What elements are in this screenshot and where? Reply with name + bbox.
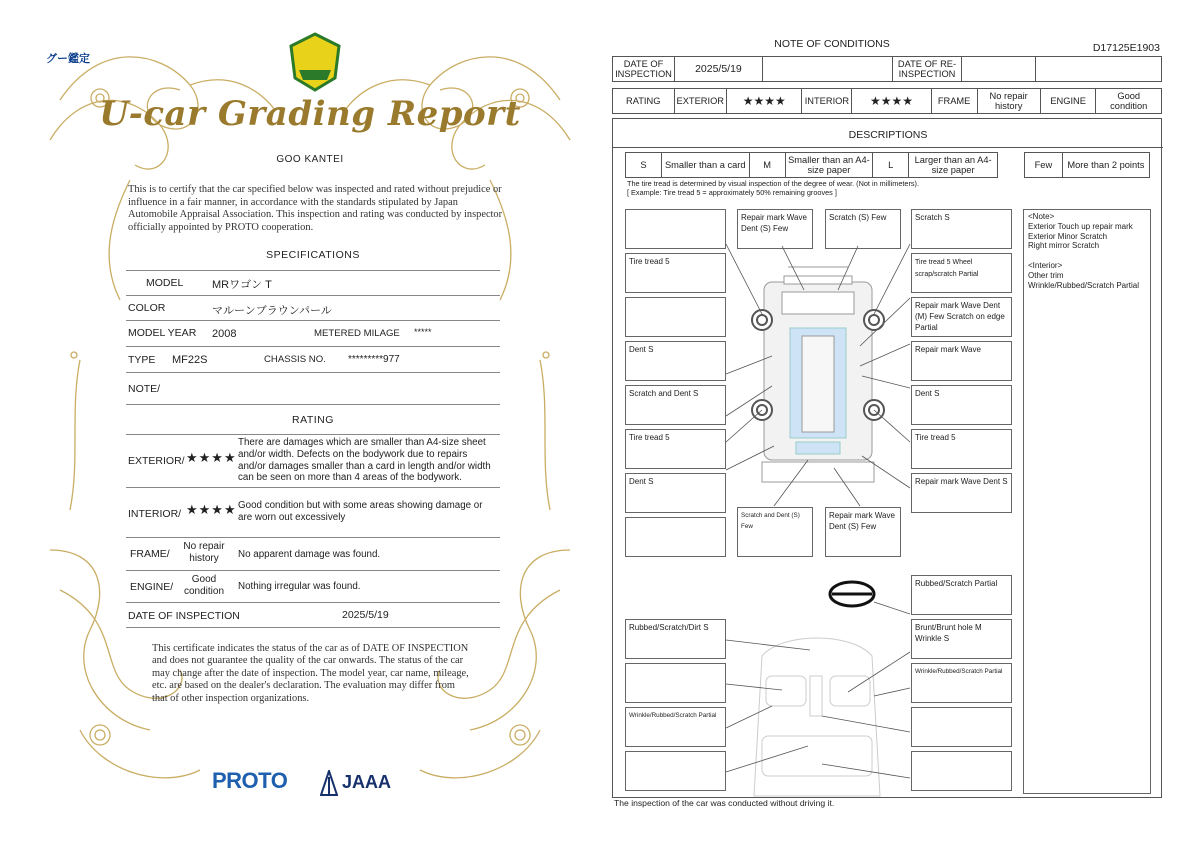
condition-box-left-7 (625, 517, 726, 557)
model-year-row (126, 321, 500, 347)
inspection-date-row (126, 603, 500, 628)
chassis-value: *********977 (348, 354, 400, 365)
condition-box-interior-left-2 (625, 663, 726, 703)
condition-box-top-rm: Repair mark Wave Dent (S) Few (737, 209, 813, 249)
condition-box-steering: Rubbed/Scratch Partial (911, 575, 1012, 615)
reinspect-value (962, 57, 1036, 82)
legend-s: S (626, 153, 662, 178)
note-of-conditions-sheet (612, 36, 1164, 812)
legend-m-desc: Smaller than an A4-size paper (785, 153, 873, 178)
model-row (126, 270, 500, 296)
descriptions-heading: DESCRIPTIONS (848, 129, 928, 141)
type-row (126, 347, 500, 373)
frame-label: FRAME (931, 89, 977, 114)
engine-label: ENGINE/ (130, 581, 174, 593)
blank-cell (762, 57, 892, 82)
condition-box-right-3: Repair mark Wave (911, 341, 1012, 381)
engine-value: Good condition (183, 574, 225, 597)
frame-value: No repair history (183, 541, 225, 564)
date-value: 2025/5/19 (674, 57, 762, 82)
condition-box-right-5: Tire tread 5 (911, 429, 1012, 469)
condition-box-right-6: Repair mark Wave Dent S (911, 473, 1012, 513)
rating-table (612, 88, 1162, 114)
certificate-footer-note: This certificate indicates the status of the car as of DATE OF INSPECTION and does not guarantee the quality of the car onwards. The status of the car may change after the date of inspection. The model year, car name, mileage, etc. are based on the dealer's declaration. The evaluation may differ from that of other inspection organizations. (152, 643, 469, 704)
condition-box-right-2: Repair mark Wave Dent (M) Few Scratch on edge Partial (911, 297, 1012, 337)
condition-box-interior-left-3: Wrinkle/Rubbed/Scratch Partial (625, 707, 726, 747)
condition-box-interior-right-1: Brunt/Brunt hole M Wrinkle S (911, 619, 1012, 659)
condition-box-left-5: Tire tread 5 (625, 429, 726, 469)
engine-value: Good condition (1096, 89, 1162, 114)
condition-box-left-1: Tire tread 5 (625, 253, 726, 293)
condition-box-top-scratch: Scratch (S) Few (825, 209, 901, 249)
exterior-label: EXTERIOR/ (128, 455, 185, 467)
model-year-value: 2008 (212, 328, 237, 340)
sheet-title: NOTE OF CONDITIONS (774, 38, 890, 50)
size-legend-table (625, 152, 998, 178)
sheet-footer-note: The inspection of the car was conducted without driving it. (614, 798, 835, 808)
divider (613, 147, 1163, 148)
condition-box-interior-right-4 (911, 751, 1012, 791)
engine-label: ENGINE (1040, 89, 1096, 114)
chassis-label: CHASSIS NO. (264, 354, 326, 365)
interior-label: INTERIOR (802, 89, 852, 114)
color-value: マルーンブラウンパール (212, 305, 332, 317)
metered-label: METERED MILAGE (314, 328, 400, 339)
model-label: MODEL (146, 277, 184, 289)
interior-stars: ★★★★ (852, 89, 931, 114)
rating-label: RATING (613, 89, 675, 114)
condition-box-left-4: Scratch and Dent S (625, 385, 726, 425)
frame-description: No apparent damage was found. (238, 549, 381, 560)
interior-rating-row (126, 488, 500, 538)
legend-l: L (873, 153, 909, 178)
blank-cell (1036, 57, 1162, 82)
frame-label: FRAME/ (130, 548, 170, 560)
jaaa-logo: JAAA (342, 772, 392, 792)
metered-value: ***** (414, 327, 432, 337)
legend-few-desc: More than 2 points (1062, 153, 1149, 178)
legend-l-desc: Larger than an A4-size paper (909, 153, 998, 178)
frame-value: No repair history (977, 89, 1040, 114)
engine-description: Nothing irregular was found. (238, 581, 361, 592)
certificate-intro: This is to certify that the car specified below was inspected and rated without prejudice or influence in a fair manner, in accordance with the standards stipulated by Japan Automobile Appraisal Association. This inspection and rating was conducted by inspector officially appointed by PROTO cooperation. (128, 184, 503, 233)
exterior-label: EXTERIOR (674, 89, 727, 114)
legend-few: Few (1025, 153, 1063, 178)
model-year-label: MODEL YEAR (128, 327, 197, 339)
color-label: COLOR (128, 302, 166, 314)
condition-box-left-3: Dent S (625, 341, 726, 381)
tire-note-line-2: [ Example: Tire tread 5 = approximately 50% remaining grooves ] (627, 188, 837, 197)
condition-box-bottom-rm: Repair mark Wave Dent (S) Few (825, 507, 901, 557)
interior-label: INTERIOR/ (128, 508, 182, 520)
legend-s-desc: Smaller than a card (661, 153, 749, 178)
condition-box-right-4: Dent S (911, 385, 1012, 425)
date-table (612, 56, 1162, 82)
exterior-stars: ★★★★ (186, 450, 237, 465)
rating-heading: RATING (292, 414, 334, 426)
type-label: TYPE (128, 354, 156, 366)
condition-box-left-6: Dent S (625, 473, 726, 513)
condition-box-interior-left-1: Rubbed/Scratch/Dirt S (625, 619, 726, 659)
exterior-description: There are damages which are smaller than A4-size sheet and/or width. Defects on the bodywork due to repairs and/or damages smaller than a card in length and/or width can be seen on more than 4 areas of the bodywork. (238, 437, 491, 484)
reinspect-label: DATE OF RE-INSPECTION (892, 57, 962, 82)
descriptions-panel (612, 118, 1162, 798)
logo-bar (212, 768, 412, 798)
interior-description: Good condition but with some areas showing damage or are worn out excessively (238, 500, 483, 523)
few-legend-table (1024, 152, 1150, 178)
condition-right-1-text: Tire tread 5 Wheel scrap/scratch Partial (915, 259, 979, 278)
model-value: MRワゴン T (212, 279, 272, 291)
condition-box-interior-right-3 (911, 707, 1012, 747)
exterior-rating-row (126, 434, 500, 488)
color-row (126, 296, 500, 321)
condition-box-bottom-scratch: Scratch and Dent (S) Few (737, 507, 813, 557)
grading-certificate (40, 30, 580, 820)
certificate-subtitle: GOO KANTEI (276, 154, 344, 165)
goo-kantei-badge-icon (287, 32, 343, 92)
proto-logo: PROTO (212, 768, 288, 793)
condition-box-top-right: Scratch S (911, 209, 1012, 249)
frame-rating-row (126, 538, 500, 571)
legend-m: M (749, 153, 785, 178)
exterior-stars: ★★★★ (727, 89, 802, 114)
condition-box-right-1 (911, 253, 1012, 293)
interior-stars: ★★★★ (186, 502, 237, 517)
condition-box-interior-right-2: Wrinkle/Rubbed/Scratch Partial (911, 663, 1012, 703)
note-row (126, 373, 500, 405)
condition-box-top-left (625, 209, 726, 249)
jaaa-emblem-icon (320, 770, 338, 796)
tire-tread-note (627, 179, 919, 197)
document-number: D17125E1903 (1092, 42, 1160, 54)
condition-box-left-2 (625, 297, 726, 337)
inspection-date-value: 2025/5/19 (342, 609, 389, 621)
type-value: MF22S (172, 354, 208, 366)
badge-label: グー鑑定 (46, 52, 90, 65)
engine-rating-row (126, 571, 500, 603)
inspection-date-label: DATE OF INSPECTION (128, 610, 240, 622)
tire-note-line-1: The tire tread is determined by visual inspection of the degree of wear. (Not in millimeters). (627, 179, 920, 188)
certificate-title: U-car Grading Report (99, 94, 521, 134)
specifications-heading: SPECIFICATIONS (266, 249, 360, 261)
condition-box-interior-left-4 (625, 751, 726, 791)
date-label: DATE OF INSPECTION (613, 57, 675, 82)
note-label: NOTE/ (128, 383, 161, 395)
notes-box: <Note> Exterior Touch up repair mark Exterior Minor Scratch Right mirror Scratch <Interior> Other trim Wrinkle/Rubbed/Scratch Partial (1023, 209, 1151, 794)
